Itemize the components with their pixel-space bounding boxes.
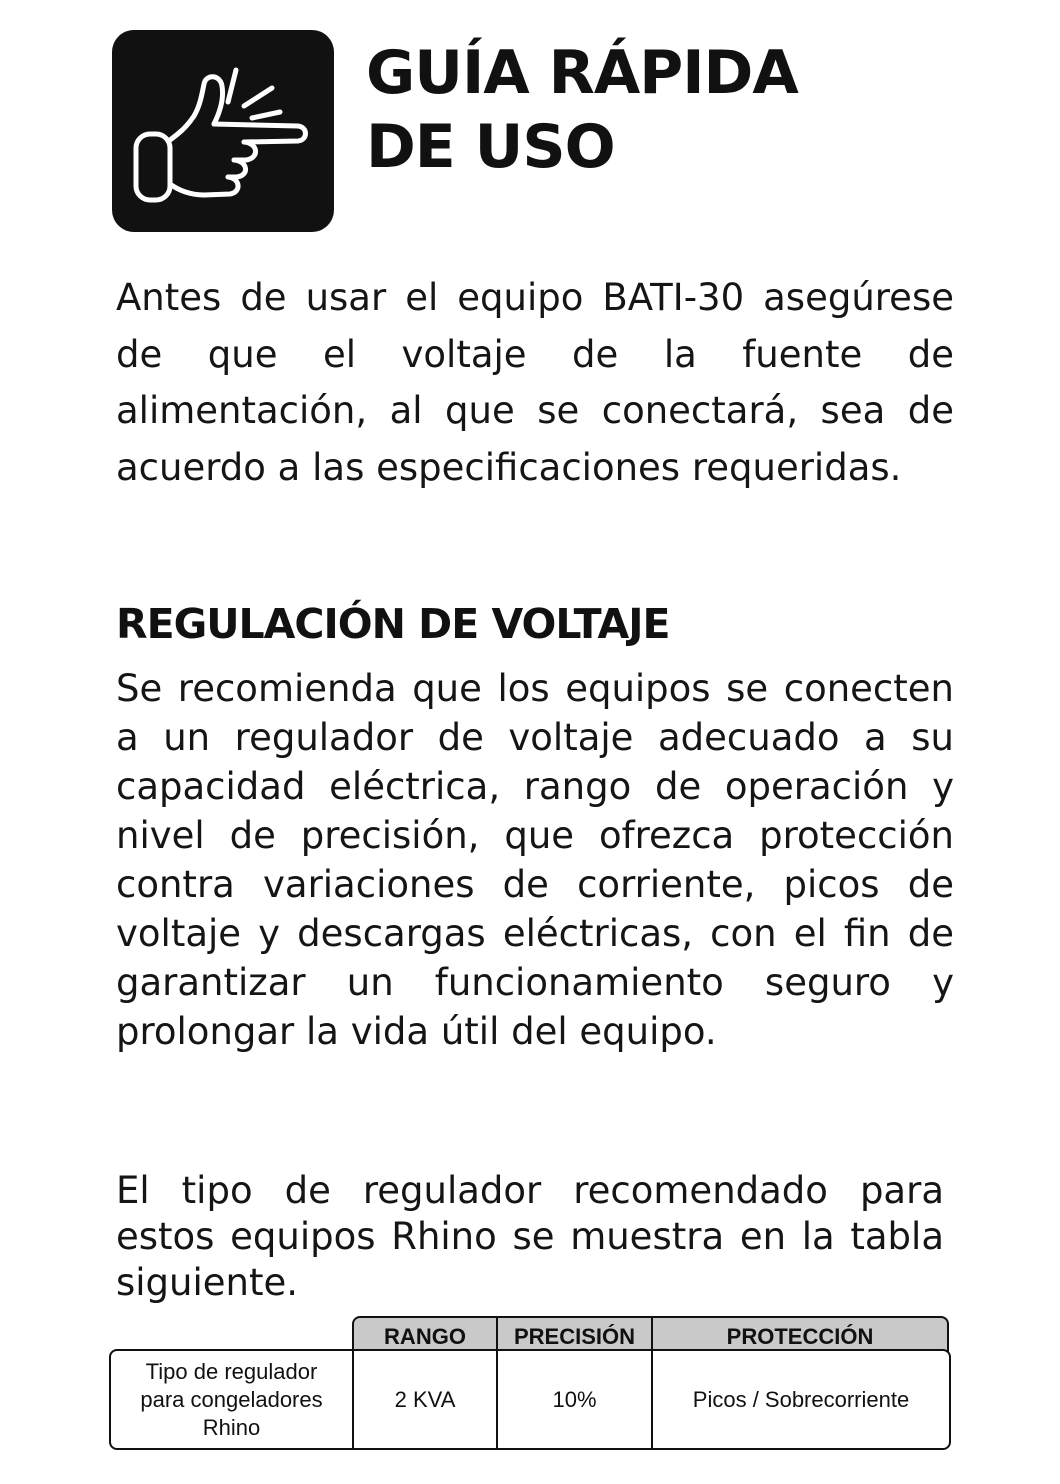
header-rango: RANGO xyxy=(354,1318,498,1356)
page-title xyxy=(366,36,798,184)
intro-paragraph: Antes de usar el equipo BATI-30 asegúrese de que el voltaje de la fuente de alimentación, al que se conectará, sea de acuerdo a las especificaciones requeridas. xyxy=(116,276,954,489)
regulator-spec-table xyxy=(109,1316,951,1450)
title-line-2: DE USO xyxy=(366,112,615,182)
header-proteccion: PROTECCIÓN xyxy=(726,1324,874,1349)
section-paragraph-1: Se recomienda que los equipos se conecten a un regulador de voltaje adecuado a su capacidad eléctrica, rango de operación y nivel de precisión, que ofrezca protección contra variaciones de corriente, picos de voltaje y descargas eléctricas, con el fin de garantizar un funcionamiento seguro y prolongar la vida útil del equipo. xyxy=(116,667,954,1053)
cell-regulator-type: Tipo de regulador para congeladores Rhino xyxy=(111,1351,354,1448)
table-row xyxy=(109,1349,951,1450)
cell-precision: 10% xyxy=(498,1351,653,1448)
pointing-hand-icon xyxy=(112,30,334,232)
cell-rango: 2 KVA xyxy=(354,1351,498,1448)
pointing-hand-icon-box xyxy=(112,30,334,232)
header-precision: PRECISIÓN xyxy=(498,1318,653,1356)
section-heading: REGULACIÓN DE VOLTAJE xyxy=(116,600,670,648)
section-paragraph-2: El tipo de regulador recomendado para estos equipos Rhino se muestra en la tabla siguiente. xyxy=(116,1169,944,1304)
title-line-1: GUÍA RÁPIDA xyxy=(366,38,798,108)
cell-proteccion: Picos / Sobrecorriente xyxy=(692,1386,910,1412)
